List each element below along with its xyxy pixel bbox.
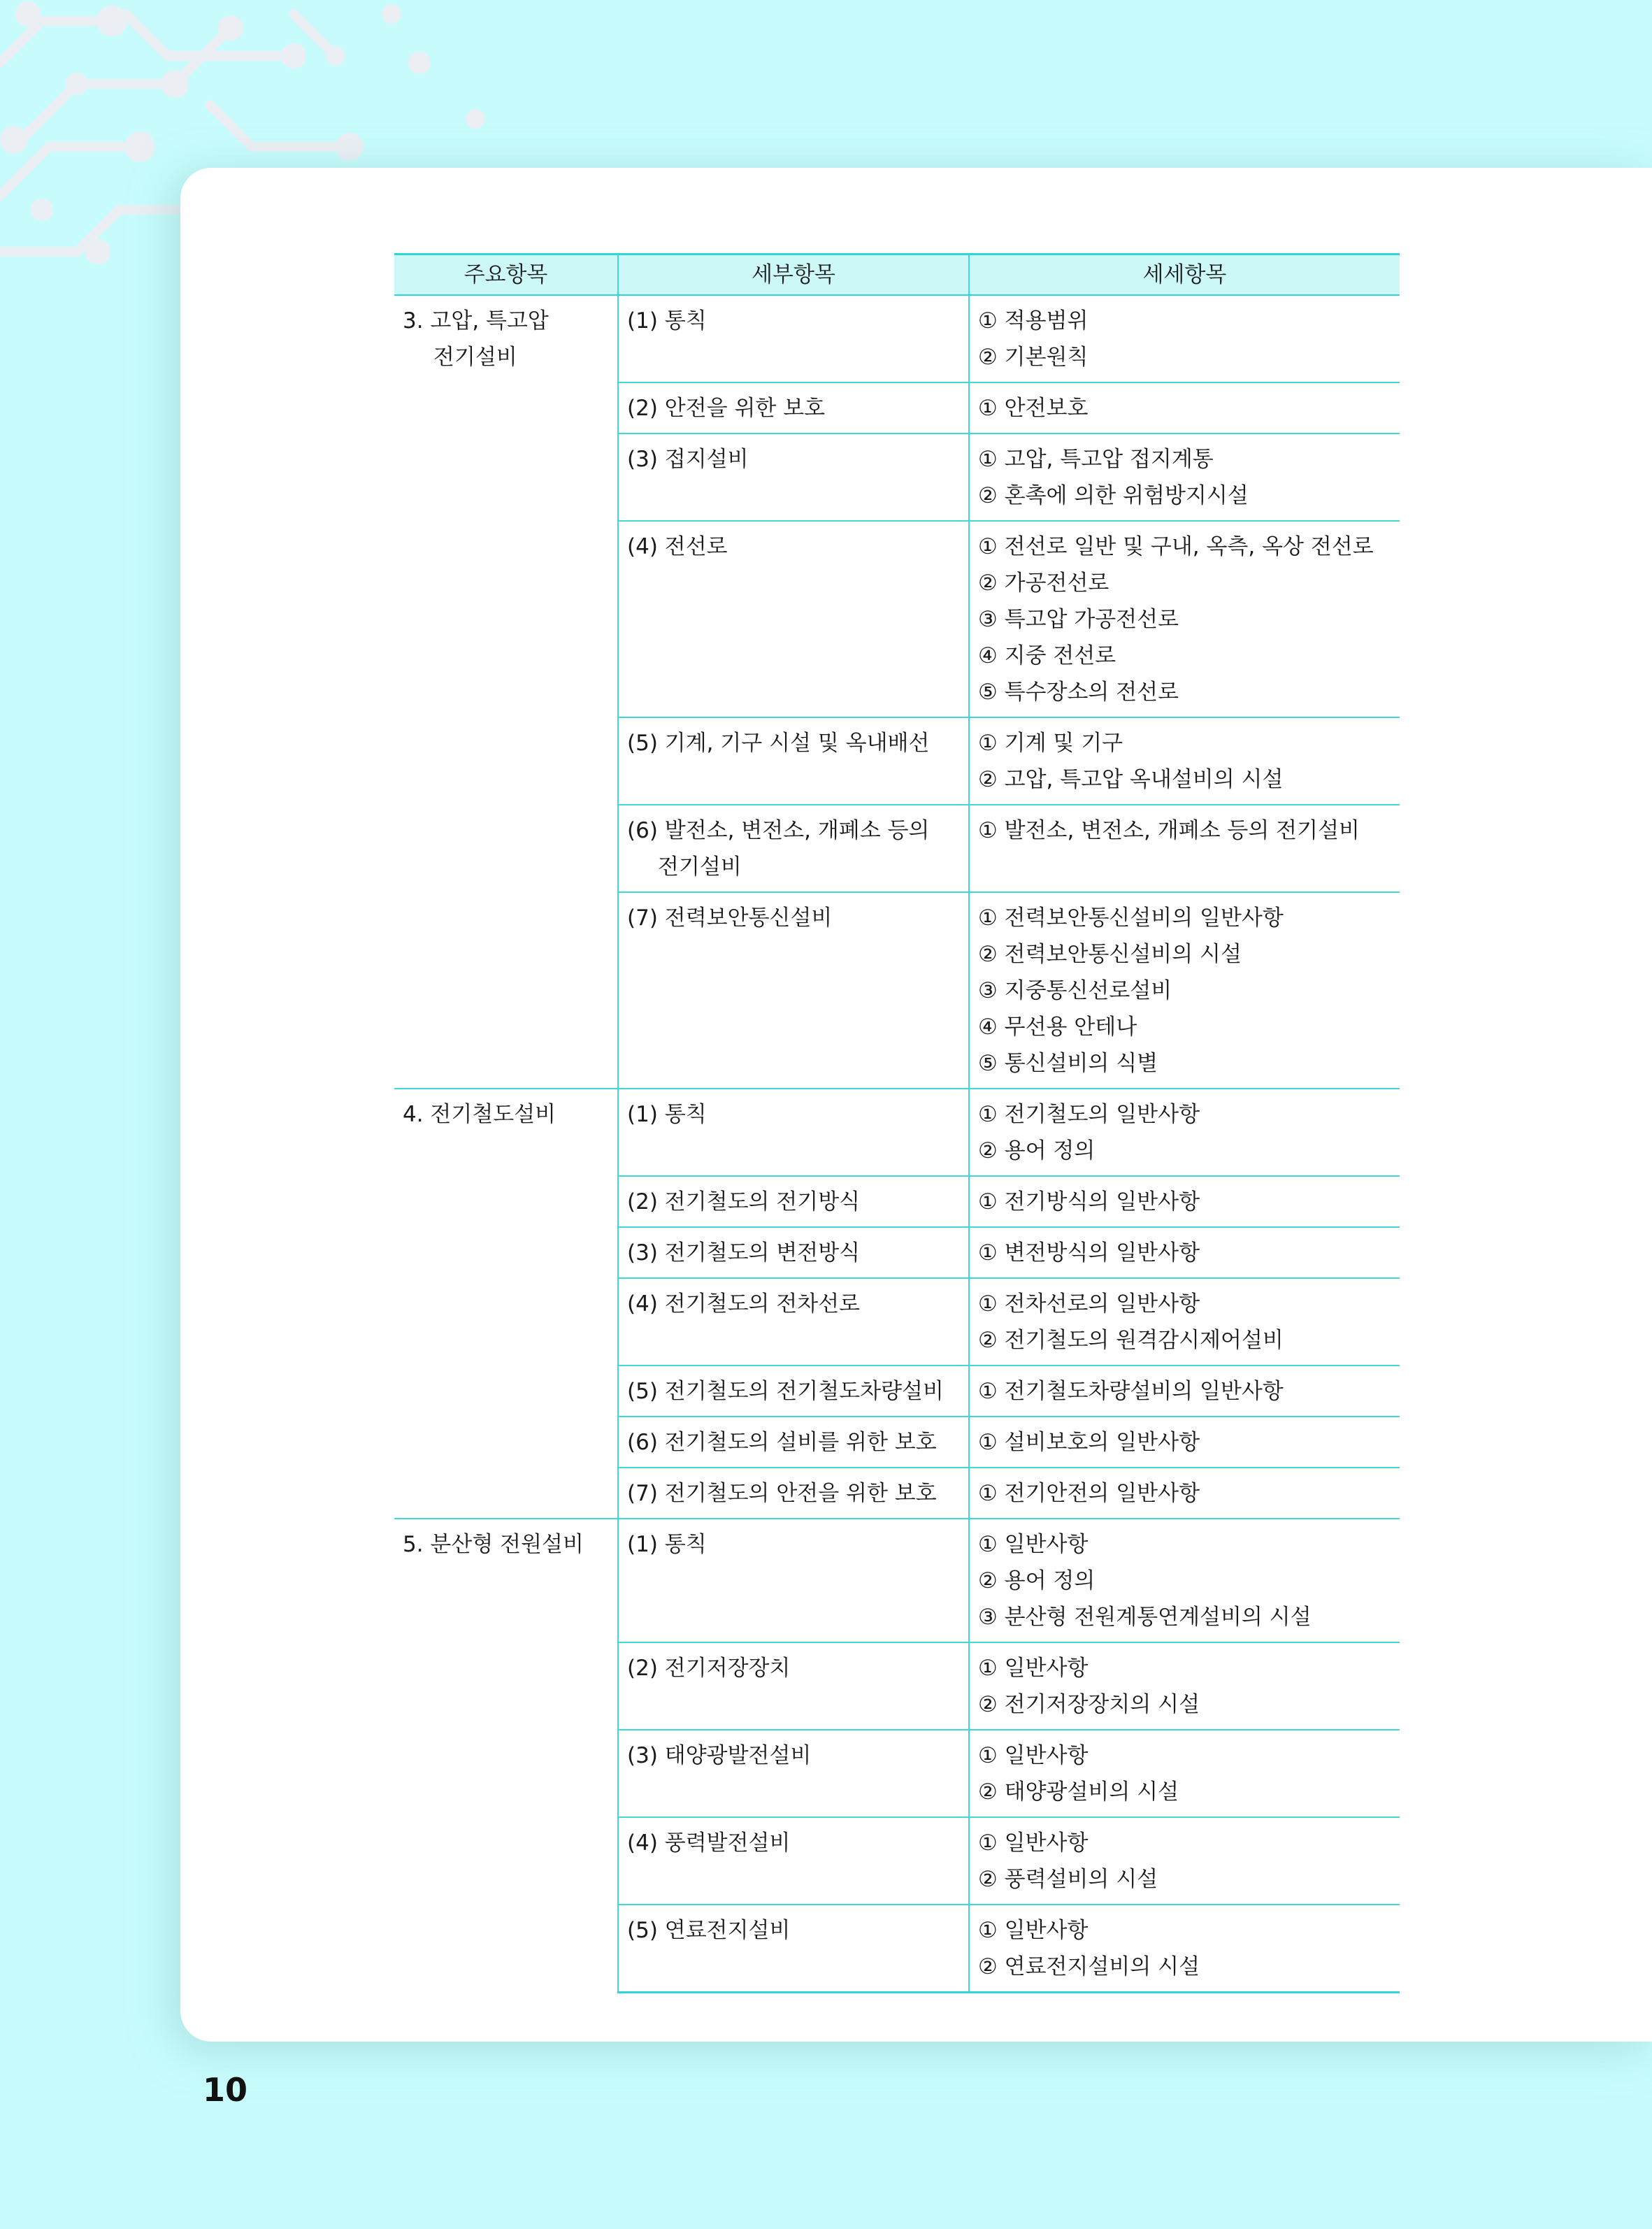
detail-item-text: ① 기계 및 기구 [978, 731, 1123, 756]
detail-item-text: ② 고압, 특고압 옥내설비의 시설 [978, 767, 1284, 792]
table-row [394, 1089, 1400, 1176]
detail-item-text: ② 풍력설비의 시설 [978, 1867, 1158, 1892]
major-item-cell [394, 295, 618, 1089]
sub-item-cell [618, 1905, 969, 1993]
table-row [394, 1519, 1400, 1642]
detail-item-cell [969, 1905, 1400, 1993]
sub-item-cell [618, 1176, 969, 1227]
detail-item-text: ③ 특고압 가공전선로 [978, 607, 1179, 632]
detail-item-text: ① 일반사항 [978, 1830, 1089, 1856]
sub-item-text: (6) 발전소, 변전소, 개폐소 등의 [627, 818, 930, 843]
sub-item-cell [618, 717, 969, 805]
major-item-text: 3. 고압, 특고압 [403, 308, 549, 334]
sub-item-cell [618, 805, 969, 892]
detail-item-cell [969, 521, 1400, 717]
sub-item-text: (4) 전선로 [627, 534, 728, 559]
detail-item-text: ④ 지중 전선로 [978, 643, 1116, 668]
table-row [394, 295, 1400, 382]
sub-item-cell [618, 1817, 969, 1905]
sub-item-cell [618, 1642, 969, 1730]
sub-item-cell [618, 1519, 969, 1642]
header-sub: 세부항목 [618, 255, 969, 296]
sub-item-cell [618, 1366, 969, 1417]
detail-item-cell [969, 1642, 1400, 1730]
detail-item-cell [969, 1417, 1400, 1468]
detail-item-text: ① 발전소, 변전소, 개폐소 등의 전기설비 [978, 818, 1360, 843]
detail-item-cell [969, 892, 1400, 1089]
detail-item-cell [969, 805, 1400, 892]
sub-item-text: (7) 전기철도의 안전을 위한 보호 [627, 1481, 937, 1506]
sub-item-cell [618, 1227, 969, 1278]
detail-item-cell [969, 717, 1400, 805]
detail-item-text: ① 전기철도차량설비의 일반사항 [978, 1379, 1284, 1404]
detail-item-text: ② 가공전선로 [978, 571, 1109, 596]
detail-item-text: ① 전기철도의 일반사항 [978, 1102, 1200, 1127]
detail-item-text: ① 전선로 일반 및 구내, 옥측, 옥상 전선로 [978, 534, 1374, 559]
table-body [394, 295, 1400, 1993]
detail-item-text: ⑤ 통신설비의 식별 [978, 1051, 1158, 1076]
detail-item-text: ① 변전방식의 일반사항 [978, 1240, 1200, 1266]
detail-item-cell [969, 433, 1400, 521]
detail-item-cell [969, 1366, 1400, 1417]
detail-item-text: ① 전차선로의 일반사항 [978, 1291, 1200, 1317]
sub-item-text: (3) 태양광발전설비 [627, 1743, 812, 1768]
detail-item-text: ③ 지중통신선로설비 [978, 978, 1172, 1003]
sub-item-cell [618, 521, 969, 717]
detail-item-text: ① 일반사항 [978, 1532, 1089, 1557]
detail-item-cell [969, 1278, 1400, 1366]
detail-item-text: ① 전기안전의 일반사항 [978, 1481, 1200, 1506]
sub-item-cell [618, 382, 969, 433]
major-item-text: 5. 분산형 전원설비 [403, 1532, 584, 1557]
detail-item-text: ① 전력보안통신설비의 일반사항 [978, 905, 1284, 931]
sub-item-text: (3) 전기철도의 변전방식 [627, 1240, 861, 1266]
detail-item-text: ① 일반사항 [978, 1743, 1089, 1768]
major-item-text: 전기설비 [433, 345, 517, 370]
detail-item-cell [969, 1176, 1400, 1227]
detail-item-text: ② 태양광설비의 시설 [978, 1779, 1179, 1805]
page-number: 10 [203, 2071, 248, 2109]
sub-item-text: (1) 통칙 [627, 1532, 707, 1557]
sub-item-text: (1) 통칙 [627, 308, 707, 334]
header-detail: 세세항목 [969, 255, 1400, 296]
sub-item-cell [618, 1468, 969, 1519]
detail-item-text: ① 설비보호의 일반사항 [978, 1430, 1200, 1455]
sub-item-text: 전기설비 [658, 854, 742, 880]
sub-item-text: (6) 전기철도의 설비를 위한 보호 [627, 1430, 937, 1455]
syllabus-table [394, 253, 1400, 1993]
major-item-cell [394, 1519, 618, 1993]
sub-item-cell [618, 1089, 969, 1176]
sub-item-text: (2) 안전을 위한 보호 [627, 396, 826, 421]
detail-item-text: ④ 무선용 안테나 [978, 1015, 1137, 1040]
sub-item-text: (5) 연료전지설비 [627, 1918, 791, 1943]
sub-item-cell [618, 1417, 969, 1468]
detail-item-text: ⑤ 특수장소의 전선로 [978, 680, 1179, 705]
header-row [394, 255, 1400, 296]
detail-item-text: ② 기본원칙 [978, 345, 1089, 370]
major-item-text: 4. 전기철도설비 [403, 1102, 556, 1127]
sub-item-cell [618, 892, 969, 1089]
detail-item-cell [969, 295, 1400, 382]
detail-item-text: ② 전기저장장치의 시설 [978, 1692, 1200, 1717]
detail-item-text: ② 연료전지설비의 시설 [978, 1954, 1200, 1979]
detail-item-cell [969, 1227, 1400, 1278]
detail-item-text: ② 전력보안통신설비의 시설 [978, 942, 1242, 967]
sub-item-text: (4) 전기철도의 전차선로 [627, 1291, 861, 1317]
sub-item-text: (3) 접지설비 [627, 447, 749, 472]
sub-item-text: (7) 전력보안통신설비 [627, 905, 833, 931]
detail-item-text: ③ 분산형 전원계통연계설비의 시설 [978, 1605, 1312, 1630]
sub-item-text: (5) 전기철도의 전기철도차량설비 [627, 1379, 944, 1404]
sub-item-text: (1) 통칙 [627, 1102, 707, 1127]
sub-item-text: (4) 풍력발전설비 [627, 1830, 791, 1856]
detail-item-cell [969, 1817, 1400, 1905]
detail-item-text: ② 전기철도의 원격감시제어설비 [978, 1328, 1284, 1353]
major-item-cell [394, 1089, 618, 1519]
detail-item-text: ② 용어 정의 [978, 1138, 1096, 1163]
detail-item-cell [969, 1730, 1400, 1817]
sub-item-cell [618, 1278, 969, 1366]
sub-item-text: (2) 전기철도의 전기방식 [627, 1189, 861, 1214]
header-major: 주요항목 [394, 255, 618, 296]
detail-item-text: ② 혼촉에 의한 위험방지시설 [978, 483, 1249, 508]
detail-item-text: ① 전기방식의 일반사항 [978, 1189, 1200, 1214]
detail-item-text: ② 용어 정의 [978, 1568, 1096, 1593]
sub-item-cell [618, 433, 969, 521]
sub-item-text: (5) 기계, 기구 시설 및 옥내배선 [627, 731, 930, 756]
detail-item-text: ① 적용범위 [978, 308, 1089, 334]
detail-item-cell [969, 1519, 1400, 1642]
detail-item-text: ① 일반사항 [978, 1918, 1089, 1943]
detail-item-cell [969, 1468, 1400, 1519]
sub-item-text: (2) 전기저장장치 [627, 1656, 791, 1681]
detail-item-text: ① 고압, 특고압 접지계통 [978, 447, 1214, 472]
detail-item-text: ① 안전보호 [978, 396, 1089, 421]
detail-item-text: ① 일반사항 [978, 1656, 1089, 1681]
content-card [180, 168, 1652, 2042]
sub-item-cell [618, 295, 969, 382]
sub-item-cell [618, 1730, 969, 1817]
detail-item-cell [969, 382, 1400, 433]
detail-item-cell [969, 1089, 1400, 1176]
